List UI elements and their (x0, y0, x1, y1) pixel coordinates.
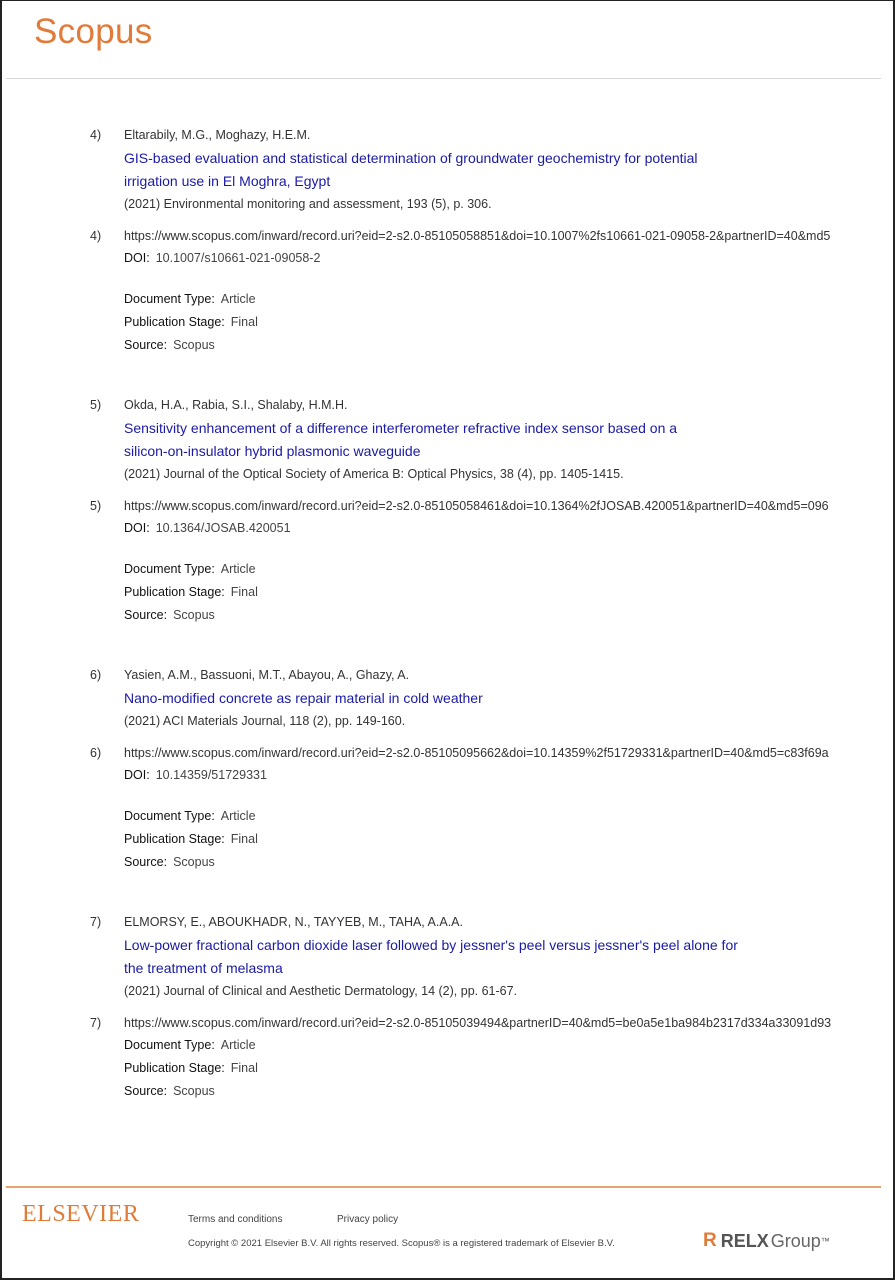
doi-value: 10.14359/51729331 (155, 768, 267, 782)
source-label: Source: (124, 1084, 168, 1098)
footer-divider (6, 1186, 881, 1188)
header-divider (6, 78, 881, 79)
document-type-label: Document Type: (124, 809, 215, 823)
relx-mark-icon: R (703, 1230, 717, 1251)
entry-authors: Okda, H.A., Rabia, S.I., Shalaby, H.M.H. (124, 398, 348, 412)
source-value: Scopus (173, 608, 215, 622)
doi-label: DOI: (124, 768, 150, 782)
entry-url[interactable]: https://www.scopus.com/inward/record.uri?eid=2-s2.0-85105039494&partnerID=40&md5=be0a5e1ba984b2317d334a33091d93 (124, 1016, 832, 1030)
entry-number: 7) (90, 915, 102, 929)
publication-stage-value: Final (230, 1061, 258, 1075)
publication-stage-label: Publication Stage: (124, 1061, 225, 1075)
publication-stage-value: Final (230, 585, 258, 599)
doi-label: DOI: (124, 521, 150, 535)
entry-authors: Eltarabily, M.G., Moghazy, H.E.M. (124, 128, 311, 142)
entry-number: 7) (90, 1016, 102, 1030)
document-type-value: Article (220, 562, 256, 576)
doi-value: 10.1364/JOSAB.420051 (155, 521, 291, 535)
elsevier-logo[interactable]: ELSEVIER (22, 1201, 140, 1227)
relx-group-word: Group (770, 1230, 821, 1251)
entry-number: 4) (90, 128, 102, 142)
entry-number: 5) (90, 398, 102, 412)
doi-label: DOI: (124, 251, 150, 265)
entry-url[interactable]: https://www.scopus.com/inward/record.uri?eid=2-s2.0-85105058461&doi=10.1364%2fJOSAB.420051&partnerID=40&md5=096 (124, 499, 829, 513)
entry-title-link[interactable]: Sensitivity enhancement of a difference interferometer refractive index sensor based on a (124, 420, 678, 436)
source-value: Scopus (173, 855, 215, 869)
entry-number: 4) (90, 229, 102, 243)
publication-stage-label: Publication Stage: (124, 585, 225, 599)
entry-title-link[interactable]: GIS-based evaluation and statistical determination of groundwater geochemistry for potential (124, 150, 698, 166)
entry-url[interactable]: https://www.scopus.com/inward/record.uri?eid=2-s2.0-85105058851&doi=10.1007%2fs10661-021-09058-2&partnerID=40&md5 (124, 229, 831, 243)
document-type-label: Document Type: (124, 292, 215, 306)
entry-title-link[interactable]: silicon-on-insulator hybrid plasmonic waveguide (124, 443, 421, 459)
publication-stage-value: Final (230, 315, 258, 329)
document-type-value: Article (220, 292, 256, 306)
entry-citation: (2021) Journal of Clinical and Aesthetic Dermatology, 14 (2), pp. 61-67. (124, 984, 518, 998)
entry-number: 6) (90, 746, 102, 760)
entry-url[interactable]: https://www.scopus.com/inward/record.uri?eid=2-s2.0-85105095662&doi=10.14359%2f51729331&partnerID=40&md5=c83f69a (124, 746, 829, 760)
source-label: Source: (124, 855, 168, 869)
document-type-value: Article (220, 1038, 256, 1052)
document-type-label: Document Type: (124, 562, 215, 576)
scopus-logo[interactable]: Scopus (34, 12, 153, 51)
document-type-label: Document Type: (124, 1038, 215, 1052)
publication-stage-label: Publication Stage: (124, 315, 225, 329)
terms-link[interactable]: Terms and conditions (188, 1214, 283, 1225)
source-value: Scopus (173, 1084, 215, 1098)
entry-authors: ELMORSY, E., ABOUKHADR, N., TAYYEB, M., TAHA, A.A.A. (124, 915, 463, 929)
source-value: Scopus (173, 338, 215, 352)
entry-citation: (2021) Journal of the Optical Society of America B: Optical Physics, 38 (4), pp. 1405-1415. (124, 467, 624, 481)
entry-title-link[interactable]: the treatment of melasma (124, 960, 283, 976)
entry-citation: (2021) ACI Materials Journal, 118 (2), pp. 149-160. (124, 714, 406, 728)
doi-value: 10.1007/s10661-021-09058-2 (155, 251, 321, 265)
entry-title-link[interactable]: Low-power fractional carbon dioxide laser followed by jessner's peel versus jessner's peel alone for (124, 937, 738, 953)
trademark-symbol: ™ (820, 1236, 830, 1246)
copyright-text: Copyright © 2021 Elsevier B.V. All rights reserved. Scopus® is a registered trademark of Elsevier B.V. (188, 1238, 615, 1249)
source-label: Source: (124, 338, 168, 352)
privacy-link[interactable]: Privacy policy (337, 1214, 399, 1225)
publication-stage-label: Publication Stage: (124, 832, 225, 846)
document-type-value: Article (220, 809, 256, 823)
entry-citation: (2021) Environmental monitoring and assessment, 193 (5), p. 306. (124, 197, 492, 211)
relx-group-logo[interactable] (703, 1230, 830, 1252)
publication-stage-value: Final (230, 832, 258, 846)
entry-authors: Yasien, A.M., Bassuoni, M.T., Abayou, A., Ghazy, A. (124, 668, 410, 682)
source-label: Source: (124, 608, 168, 622)
entry-title-link[interactable]: irrigation use in El Moghra, Egypt (124, 173, 331, 189)
entry-title-link[interactable]: Nano-modified concrete as repair material in cold weather (124, 690, 483, 706)
relx-name: RELX (720, 1230, 769, 1251)
entry-number: 6) (90, 668, 102, 682)
entry-number: 5) (90, 499, 102, 513)
